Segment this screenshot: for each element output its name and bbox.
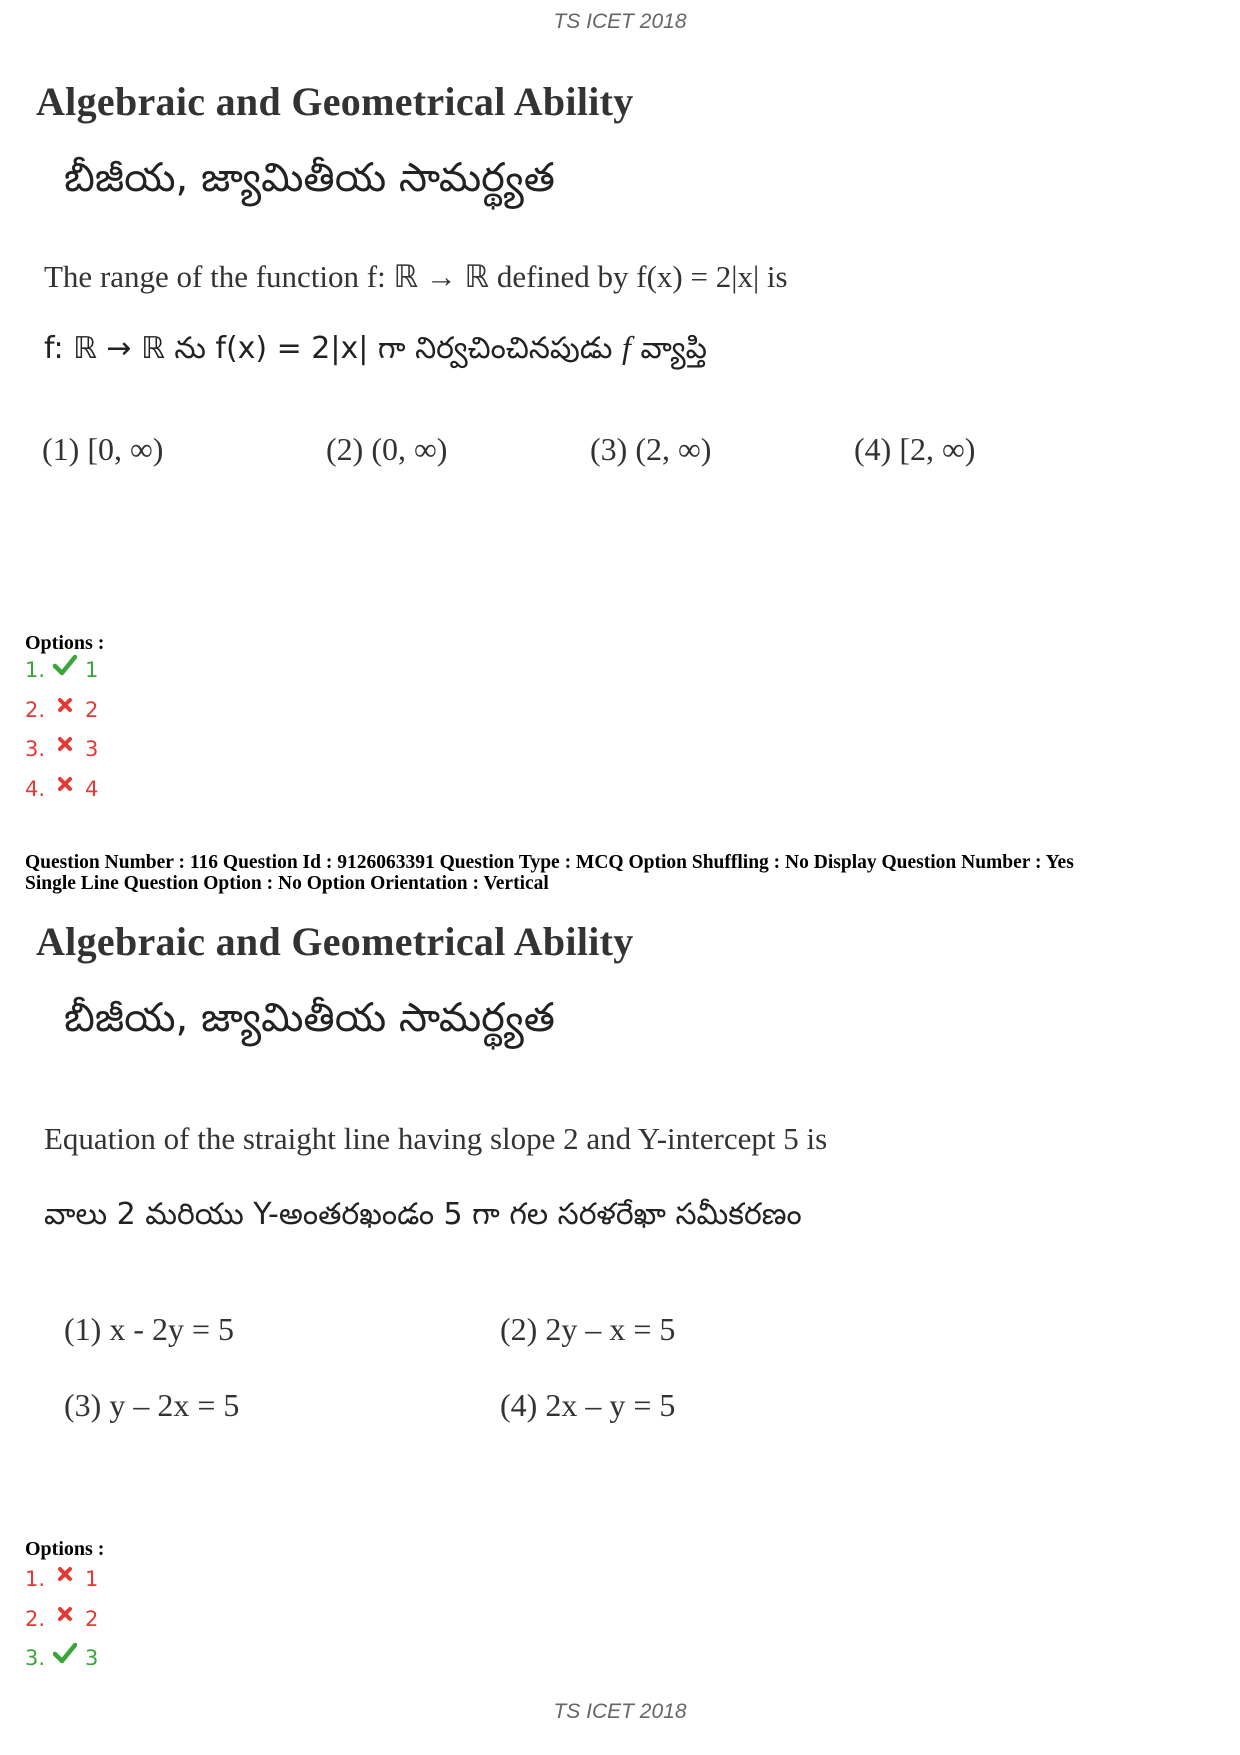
cross-icon bbox=[51, 776, 79, 792]
option-number: 1. bbox=[25, 658, 46, 682]
cross-icon bbox=[51, 736, 79, 752]
option-value: 4 bbox=[85, 776, 99, 801]
answer-choices bbox=[36, 431, 1036, 475]
answer-choice-2: (2) (0, ∞) bbox=[326, 431, 448, 467]
section-title-telugu: బీజీయ, జ్యామితీయ సామర్థ్యత bbox=[64, 995, 555, 1041]
section-title: Algebraic and Geometrical Ability bbox=[36, 919, 634, 964]
question-text: The range of the function f: ℝ → ℝ defined by f(x) = 2|x| is bbox=[44, 259, 788, 294]
question-meta bbox=[25, 852, 1225, 894]
option-value: 1 bbox=[85, 1567, 99, 1591]
question-text: Equation of the straight line having slope 2 and Y-intercept 5 is bbox=[44, 1121, 828, 1156]
option-item bbox=[25, 1564, 98, 1594]
option-value: 3 bbox=[85, 737, 99, 761]
question-115-image bbox=[36, 78, 1036, 475]
answer-choice-4: (4) [2, ∞) bbox=[854, 431, 976, 467]
answer-choices-row-2 bbox=[36, 1387, 1036, 1431]
option-value: 3 bbox=[85, 1646, 99, 1670]
question-meta-line-2: Single Line Question Option : No Option Orientation : Vertical bbox=[25, 873, 549, 894]
answer-choice-3: (3) y – 2x = 5 bbox=[64, 1387, 240, 1423]
page-footer: TS ICET 2018 bbox=[553, 1700, 687, 1723]
answer-choice-3: (3) (2, ∞) bbox=[590, 431, 712, 467]
option-number: 3. bbox=[25, 1646, 46, 1670]
cross-icon bbox=[51, 1566, 79, 1582]
option-value: 2 bbox=[85, 1606, 99, 1631]
option-value: 1 bbox=[85, 658, 99, 682]
check-icon bbox=[51, 654, 79, 676]
option-number: 3. bbox=[25, 737, 46, 761]
option-item bbox=[25, 1643, 98, 1673]
question-text-telugu-suffix: వ్యాప్తి bbox=[640, 331, 707, 366]
question-text-telugu-var: f bbox=[621, 329, 631, 365]
page-header: TS ICET 2018 bbox=[553, 10, 687, 33]
section-title: Algebraic and Geometrical Ability bbox=[36, 79, 634, 124]
option-item bbox=[25, 774, 98, 804]
option-number: 2. bbox=[25, 697, 46, 722]
answer-choice-1: (1) x - 2y = 5 bbox=[64, 1311, 235, 1347]
cross-icon bbox=[51, 697, 79, 713]
section-title-telugu: బీజీయ, జ్యామితీయ సామర్థ్యత bbox=[64, 155, 555, 201]
question-text-telugu bbox=[44, 329, 1036, 373]
options-label: Options : bbox=[25, 1538, 105, 1560]
question-meta-line-1: Question Number : 116 Question Id : 9126063391 Question Type : MCQ Option Shuffling : No Display Question Number : Yes bbox=[25, 852, 1074, 873]
answer-choices-row-1 bbox=[36, 1311, 1036, 1355]
option-item bbox=[25, 695, 98, 725]
option-item bbox=[25, 734, 98, 764]
option-number: 2. bbox=[25, 1606, 46, 1631]
question-text-telugu: వాలు 2 మరియు Y-అంతరఖండం 5 గా గల సరళరేఖా సమీకరణం bbox=[44, 1197, 802, 1232]
option-item bbox=[25, 655, 98, 685]
answer-choice-1: (1) [0, ∞) bbox=[42, 431, 164, 467]
option-number: 4. bbox=[25, 776, 46, 801]
check-icon bbox=[51, 1642, 79, 1664]
question-text-telugu-prefix: f: ℝ → ℝ ను f(x) = 2|x| గా నిర్వచించినపుడు bbox=[44, 331, 613, 366]
option-item bbox=[25, 1604, 98, 1634]
option-number: 1. bbox=[25, 1567, 46, 1591]
answer-choice-2: (2) 2y – x = 5 bbox=[500, 1311, 676, 1347]
question-116-image bbox=[36, 918, 1036, 1431]
answer-choice-4: (4) 2x – y = 5 bbox=[500, 1387, 676, 1423]
option-value: 2 bbox=[85, 697, 99, 722]
cross-icon bbox=[51, 1606, 79, 1622]
options-label: Options : bbox=[25, 632, 105, 654]
